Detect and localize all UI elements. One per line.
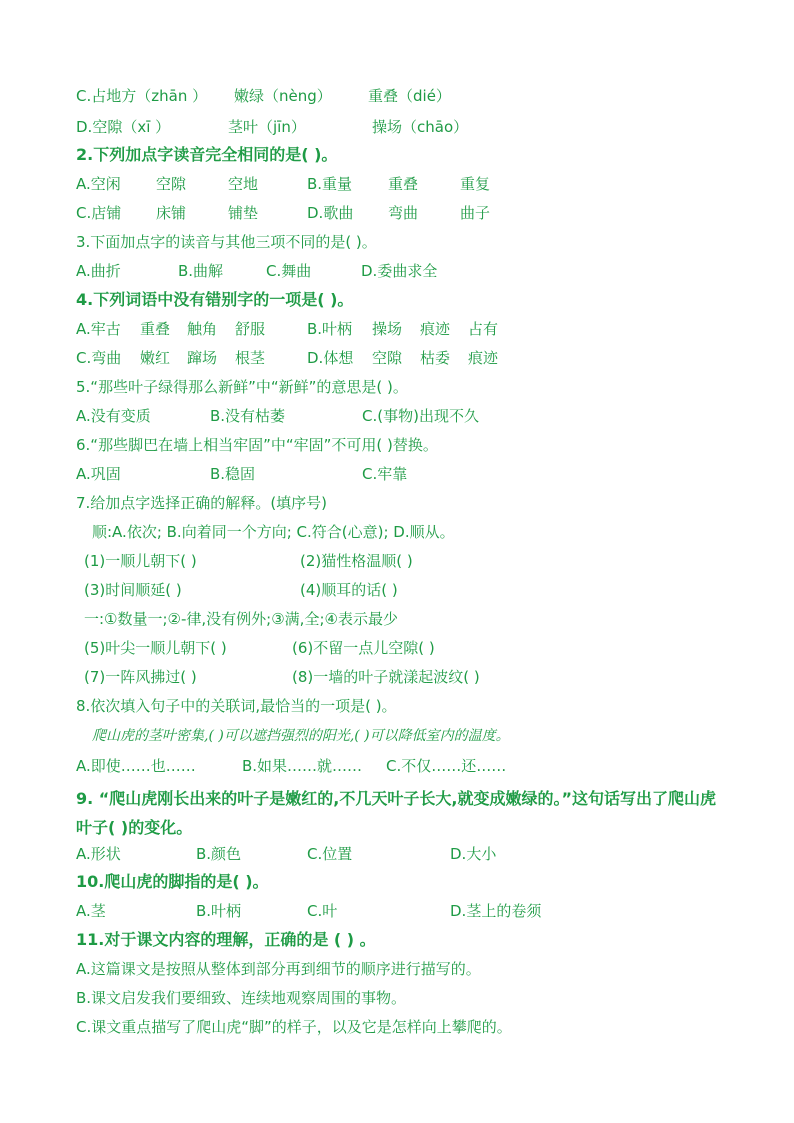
- q3-option-a: A.曲折: [76, 262, 121, 280]
- q10-option-a: A.茎: [76, 902, 106, 920]
- q3-option-b: B.曲解: [178, 262, 224, 280]
- q2-c2: 床铺: [156, 204, 187, 222]
- q2-d2: 弯曲: [388, 204, 419, 222]
- q2-d1: D.歌曲: [307, 204, 354, 222]
- q5-option-b: B.没有枯萎: [210, 407, 286, 425]
- q11-option-b: B.课文启发我们要细致、连续地观察周围的事物。: [76, 989, 407, 1007]
- q2-b2: 重叠: [388, 175, 419, 193]
- q4-c2: 嫩红: [140, 349, 171, 367]
- q4-c1: C.弯曲: [76, 349, 122, 367]
- q9-option-c: C.位置: [307, 845, 353, 863]
- q3-stem: 3.下面加点字的读音与其他三项不同的是( )。: [76, 233, 377, 251]
- q7-item-8: (8)一墙的叶子就漾起波纹( ): [292, 668, 480, 686]
- q8-option-a: A.即使……也……: [76, 757, 196, 775]
- q1-option-d-2: 茎叶（jīn）: [228, 118, 306, 136]
- q11-option-a: A.这篇课文是按照从整体到部分再到细节的顺序进行描写的。: [76, 960, 481, 978]
- q9-stem: 9. “爬山虎刚长出来的叶子是嫩红的,不几天叶子长大,就变成嫩绿的。”这句话写出了爬山虎叶子( )的变化。: [76, 789, 716, 837]
- q4-d4: 痕迹: [468, 349, 499, 367]
- q5-option-c: C.(事物)出现不久: [362, 407, 479, 425]
- q7-item-2: (2)猫性格温顺( ): [300, 552, 413, 570]
- q2-stem: 2.下列加点字读音完全相同的是( )。: [76, 145, 338, 164]
- q1-option-c-2: 嫩绿（nèng）: [234, 87, 332, 105]
- q7-item-4: (4)顺耳的话( ): [300, 581, 398, 599]
- q4-b1: B.叶柄: [307, 320, 353, 338]
- q7-shun-definition: 顺:A.依次; B.向着同一个方向; C.符合(心意); D.顺从。: [92, 523, 455, 541]
- q6-option-c: C.牢靠: [362, 465, 408, 483]
- q11-stem: 11.对于课文内容的理解，正确的是 ( ) 。: [76, 930, 376, 949]
- q2-c3: 铺垫: [228, 204, 259, 222]
- q2-c1: C.店铺: [76, 204, 122, 222]
- q4-a2: 重叠: [140, 320, 171, 338]
- q4-a4: 舒服: [235, 320, 266, 338]
- q11-option-c: C.课文重点描写了爬山虎“脚”的样子，以及它是怎样向上攀爬的。: [76, 1018, 512, 1036]
- q7-item-7: (7)一阵风拂过( ): [84, 668, 197, 686]
- q4-a3: 触角: [187, 320, 218, 338]
- q7-item-3: (3)时间顺延( ): [84, 581, 182, 599]
- q4-c3: 蹿场: [187, 349, 218, 367]
- q3-option-c: C.舞曲: [266, 262, 312, 280]
- q1-option-c: C.占地方（zhān ）: [76, 87, 208, 105]
- q2-d3: 曲子: [460, 204, 491, 222]
- q10-option-b: B.叶柄: [196, 902, 242, 920]
- q9-option-a: A.形状: [76, 845, 121, 863]
- q7-item-5: (5)叶尖一顺儿朝下( ): [84, 639, 227, 657]
- q10-option-c: C.叶: [307, 902, 338, 920]
- q8-sentence: 爬山虎的茎叶密集,( )可以遮挡强烈的阳光,( )可以降低室内的温度。: [92, 728, 510, 744]
- q8-option-c: C.不仅……还……: [386, 757, 507, 775]
- q6-stem: 6.“那些脚巴在墙上相当牢固”中“牢固”不可用( )替换。: [76, 436, 438, 454]
- q6-option-b: B.稳固: [210, 465, 256, 483]
- q8-stem: 8.依次填入句子中的关联词,最恰当的一项是( )。: [76, 697, 397, 715]
- q1-option-c-3: 重叠（dié）: [368, 87, 451, 105]
- q4-d3: 枯委: [420, 349, 451, 367]
- q2-b1: B.重量: [307, 175, 353, 193]
- q1-option-d-3: 操场（chāo）: [372, 118, 469, 136]
- q9-option-d: D.大小: [450, 845, 497, 863]
- q10-option-d: D.茎上的卷须: [450, 902, 542, 920]
- q2-a3: 空地: [228, 175, 259, 193]
- q4-a1: A.牢古: [76, 320, 121, 338]
- q4-b4: 占有: [468, 320, 499, 338]
- q9-option-b: B.颜色: [196, 845, 242, 863]
- q4-d1: D.体想: [307, 349, 354, 367]
- q7-yi-definition: 一:①数量一;②-律,没有例外;③满,全;④表示最少: [84, 610, 398, 628]
- q2-a1: A.空闲: [76, 175, 121, 193]
- q7-stem: 7.给加点字选择正确的解释。(填序号): [76, 494, 328, 512]
- q8-option-b: B.如果……就……: [242, 757, 363, 775]
- q4-stem: 4.下列词语中没有错别字的一项是( )。: [76, 290, 354, 309]
- q7-item-1: (1)一顺儿朝下( ): [84, 552, 197, 570]
- q2-b3: 重复: [460, 175, 491, 193]
- q1-option-d: D.空隙（xī ）: [76, 118, 171, 136]
- q4-c4: 根茎: [235, 349, 266, 367]
- q5-option-a: A.没有变质: [76, 407, 151, 425]
- q7-item-6: (6)不留一点儿空隙( ): [292, 639, 435, 657]
- q3-option-d: D.委曲求全: [361, 262, 438, 280]
- q10-stem: 10.爬山虎的脚指的是( )。: [76, 872, 269, 891]
- q2-a2: 空隙: [156, 175, 187, 193]
- q4-b2: 操场: [372, 320, 403, 338]
- q4-d2: 空隙: [372, 349, 403, 367]
- q5-stem: 5.“那些叶子绿得那么新鲜”中“新鲜”的意思是( )。: [76, 378, 408, 396]
- q6-option-a: A.巩固: [76, 465, 121, 483]
- q4-b3: 痕迹: [420, 320, 451, 338]
